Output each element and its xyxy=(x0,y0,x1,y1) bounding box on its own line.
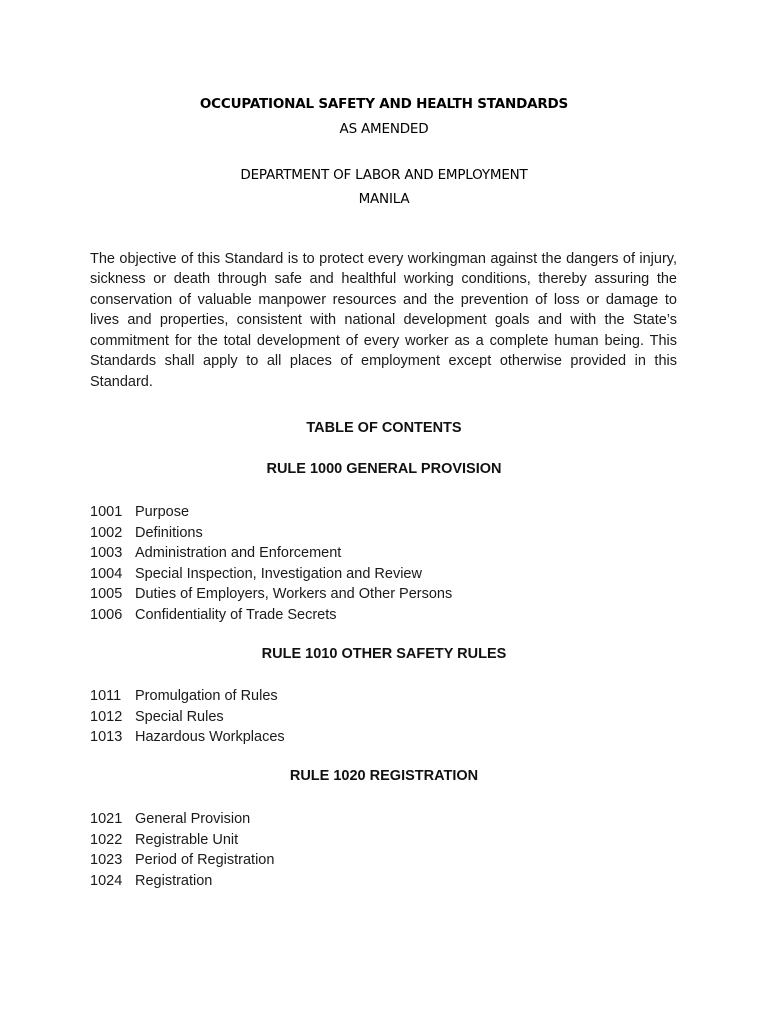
entry-title: Special Inspection, Investigation and Review xyxy=(135,565,422,582)
entry-number: 1021 xyxy=(90,811,123,827)
entry-title: Special Rules xyxy=(135,708,224,725)
toc-entry xyxy=(90,871,274,892)
toc-entry xyxy=(90,605,452,626)
entry-title: Registrable Unit xyxy=(135,831,239,848)
entry-number: 1024 xyxy=(90,872,123,889)
document-subtitle: AS AMENDED xyxy=(339,121,429,137)
entry-number: 1023 xyxy=(90,852,123,869)
rule-heading: RULE 1020 REGISTRATION xyxy=(289,768,479,784)
entry-title: General Provision xyxy=(135,811,251,827)
toc-entry xyxy=(90,809,274,830)
entry-number: 1001 xyxy=(90,504,123,520)
toc-entry xyxy=(90,523,452,544)
toc-entry xyxy=(90,850,274,871)
entry-number: 1013 xyxy=(90,729,123,746)
city-name: MANILA xyxy=(358,191,410,207)
entry-number: 1003 xyxy=(90,545,123,562)
document-title: OCCUPATIONAL SAFETY AND HEALTH STANDARDS xyxy=(199,96,569,112)
entry-title: Hazardous Workplaces xyxy=(135,729,285,746)
entry-number: 1011 xyxy=(90,688,122,704)
entry-title: Promulgation of Rules xyxy=(135,688,278,704)
toc-entry xyxy=(90,584,452,605)
entry-title: Confidentiality of Trade Secrets xyxy=(135,606,337,623)
rule-1020-entries xyxy=(90,809,274,891)
entry-title: Administration and Enforcement xyxy=(135,545,342,562)
entry-number: 1005 xyxy=(90,586,123,603)
rule-heading: RULE 1000 GENERAL PROVISION xyxy=(266,461,502,477)
toc-entry xyxy=(90,707,285,728)
objective-paragraph: The objective of this Standard is to protect every workingman against the dangers of injury, sickness or death through safe and healthful working conditions, thereby assuring the conservation of valuable manpower resources and the prevention of loss or damage to lives and properties, consistent with national development goals and with the State’s commitment for the total development of every worker as a complete human being. This Standards shall apply to all places of employment except otherwise provided in this Standard. xyxy=(90,250,677,391)
toc-entry xyxy=(90,830,274,851)
entry-number: 1012 xyxy=(90,708,123,725)
entry-number: 1004 xyxy=(90,565,123,582)
department-name: DEPARTMENT OF LABOR AND EMPLOYMENT xyxy=(240,167,528,183)
entry-title: Purpose xyxy=(135,504,190,520)
toc-entry xyxy=(90,543,452,564)
entry-number: 1002 xyxy=(90,524,123,541)
toc-entry xyxy=(90,502,452,523)
toc-title: TABLE OF CONTENTS xyxy=(306,420,462,436)
rule-1000-entries xyxy=(90,502,452,626)
toc-entry xyxy=(90,564,452,585)
entry-title: Definitions xyxy=(135,524,203,541)
rule-1010-entries xyxy=(90,686,285,748)
toc-entry xyxy=(90,727,285,748)
entry-title: Registration xyxy=(135,872,213,889)
entry-title: Duties of Employers, Workers and Other Persons xyxy=(135,586,453,603)
toc-entry xyxy=(90,686,285,707)
entry-number: 1006 xyxy=(90,606,123,623)
entry-title: Period of Registration xyxy=(135,852,275,869)
entry-number: 1022 xyxy=(90,831,123,848)
rule-heading: RULE 1010 OTHER SAFETY RULES xyxy=(261,646,507,662)
